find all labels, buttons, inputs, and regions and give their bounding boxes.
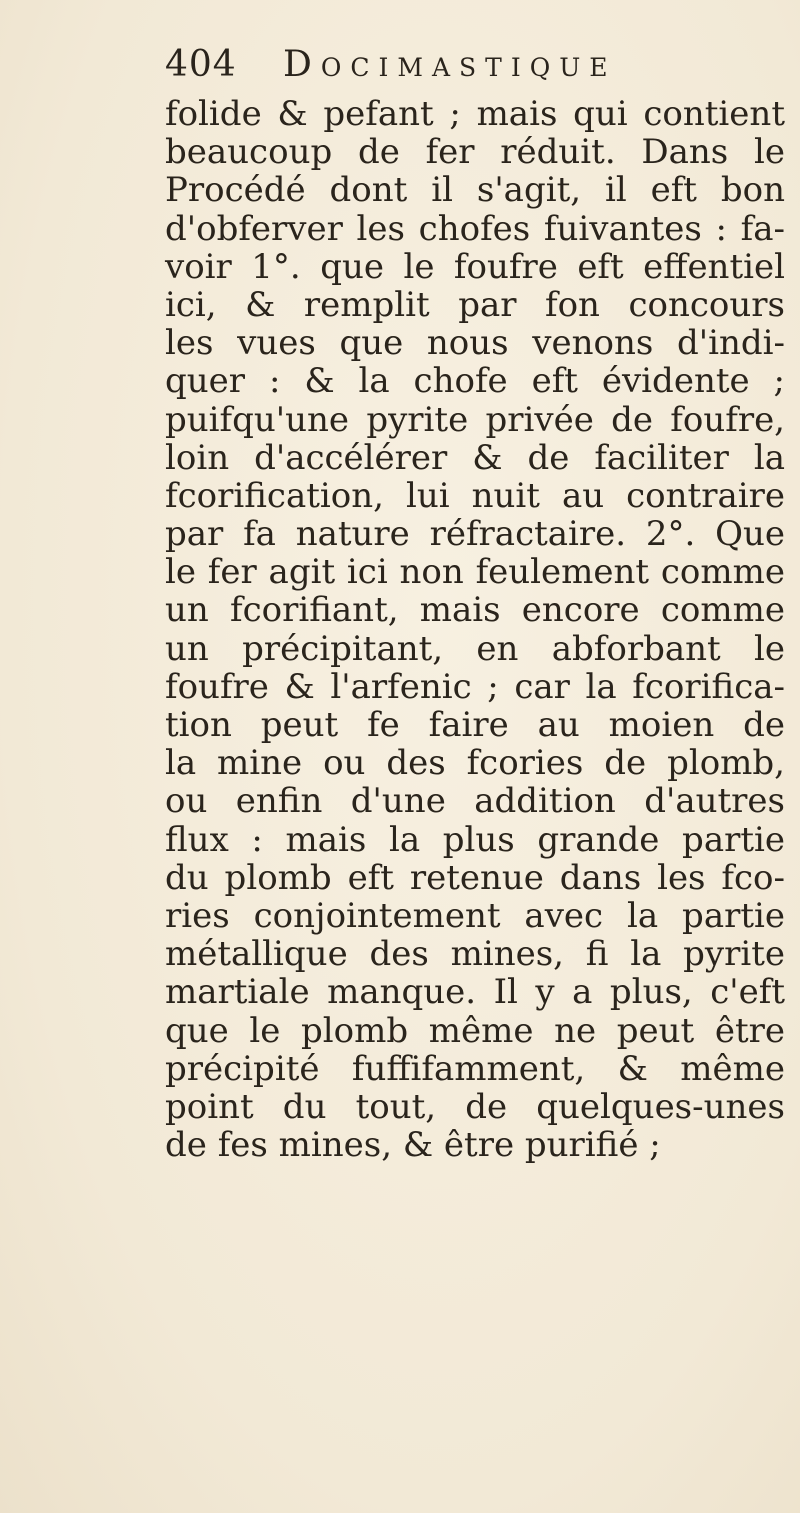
text-line: martiale manque. Il y a plus, c'eft [165,972,785,1013]
text-line: ou enfin d'une addition d'autres [165,781,785,822]
text-line: Procédé dont il s'agit, il eft bon [165,170,785,211]
text-line: tion peut fe faire au moien de [165,705,785,745]
text-line: flux : mais la plus grande partie [165,819,785,860]
text-line: que le plomb même ne peut être [165,1010,785,1051]
text-line: folide & pefant ; mais qui contient [165,94,785,134]
text-line: un fcorifiant, mais encore comme [165,590,785,631]
text-line: un précipitant, en abforbant le [165,628,785,669]
page-header [165,44,785,94]
text-line: le fer agit ici non feulement comme [165,552,785,593]
text-line: fcorification, lui nuit au contraire [165,475,785,516]
text-line: foufre & l'arfenic ; car la fcorifica- [165,666,785,707]
text-line: quer : & la chofe eft évidente ; [165,361,785,402]
running-title: Docimastique [283,44,617,85]
text-line: de fes mines, & être purifié ; [165,1125,661,1166]
body-text [165,95,785,1164]
text-line: loin d'accélérer & de faciliter la [165,437,785,478]
text-line: ries conjointement avec la partie [165,895,785,936]
text-line: voir 1°. que le foufre eft effentiel [165,246,785,287]
text-line: beaucoup de fer réduit. Dans le [165,132,785,173]
text-line: par fa nature réfractaire. 2°. Que [165,514,785,555]
text-line: ici, & remplit par fon concours [165,284,785,325]
text-line: d'obferver les chofes fuivantes : fa- [165,208,785,249]
page-number: 404 [165,44,237,85]
text-line: métallique des mines, fi la pyrite [165,934,785,975]
text-line: la mine ou des fcories de plomb, [165,743,785,784]
text-line: puifqu'une pyrite privée de foufre, [165,399,785,440]
text-line: précipité fuffifamment, & même [165,1048,785,1089]
text-line: du plomb eft retenue dans les fco- [165,857,785,898]
text-line: les vues que nous venons d'indi- [165,323,785,364]
text-line: point du tout, de quelques-unes [165,1086,785,1127]
